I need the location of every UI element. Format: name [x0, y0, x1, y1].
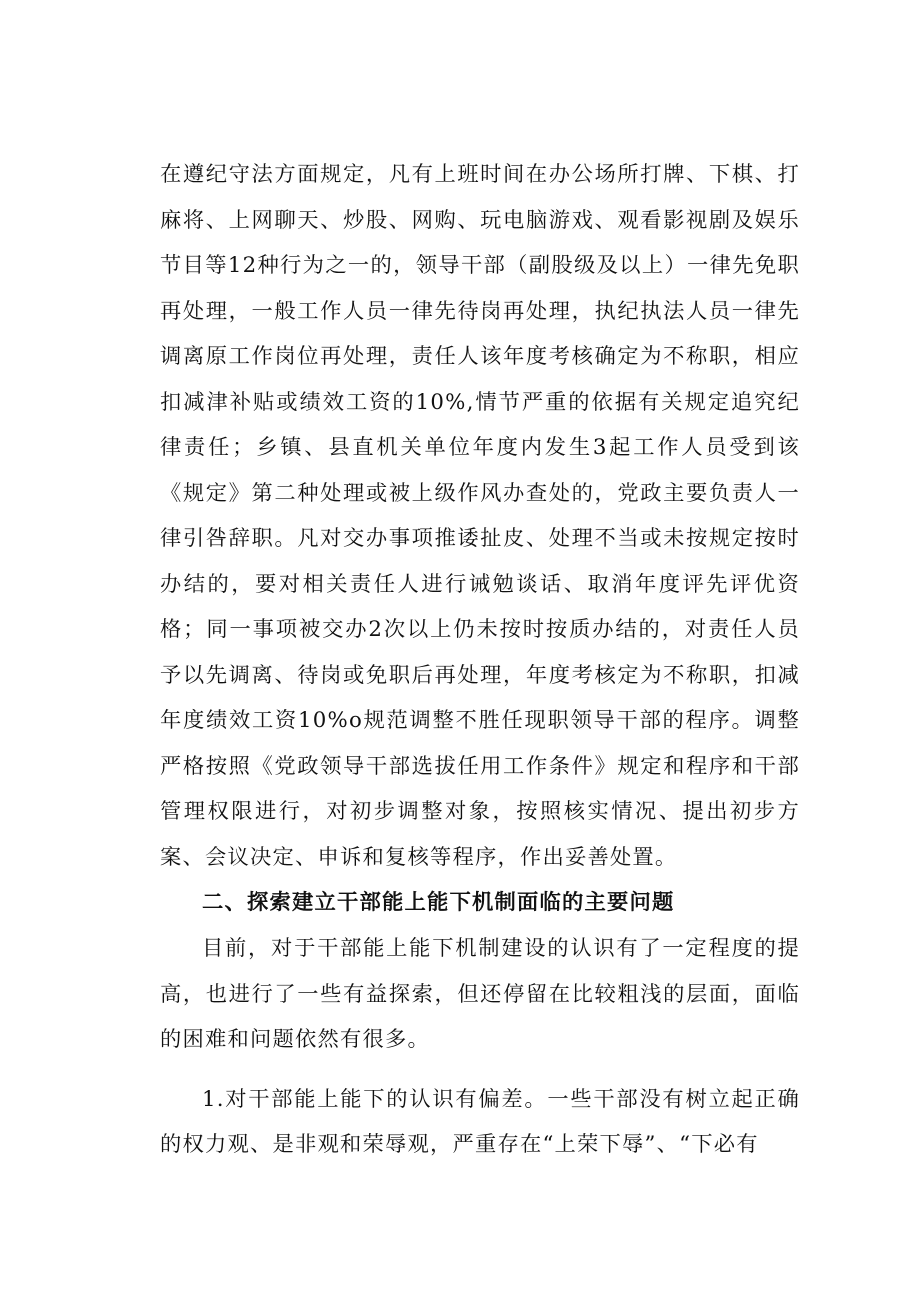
- section-heading: 二、探索建立干部能上能下机制面临的主要问题: [202, 890, 675, 915]
- body-paragraph-point-1: 1.对干部能上能下的认识有偏差。一些干部没有树立起正确的权力观、是非观和荣辱观，严重存在“上荣下辱”、“下必有: [160, 1086, 800, 1157]
- body-paragraph-intro: 目前，对于干部能上能下机制建设的认识有了一定程度的提高，也进行了一些有益探索，但还停留在比较粗浅的层面，面临的困难和问题依然有很多。: [160, 936, 800, 1052]
- body-paragraph-discipline-rules: 在遵纪守法方面规定，凡有上班时间在办公场所打牌、下棋、打麻将、上网聊天、炒股、网购、玩电脑游戏、观看影视剧及娱乐节目等12种行为之一的，领导干部（副股级及以上）一律先免职再处理，一般工作人员一律先待岗再处理，执纪执法人员一律先调离原工作岗位再处理，责任人该年度考核确定为不称职，相应扣减津补贴或绩效工资的10%,情节严重的依据有关规定追究纪律责任；乡镇、县直机关单位年度内发生3起工作人员受到该《规定》第二种处理或被上级作风办查处的，党政主要负责人一律引咎辞职。凡对交办事项推诿扯皮、处理不当或未按规定按时办结的，要对相关责任人进行诫勉谈话、取消年度评先评优资格；同一事项被交办2次以上仍未按时按质办结的，对责任人员予以先调离、待岗或免职后再处理，年度考核定为不称职，扣减年度绩效工资10%o规范调整不胜任现职领导干部的程序。调整严格按照《党政领导干部选拔任用工作条件》规定和程序和干部管理权限进行，对初步调整对象，按照核实情况、提出初步方案、会议决定、申诉和复核等程序，作出妥善处置。: [160, 162, 800, 870]
- paragraph-spacer: [160, 1063, 800, 1077]
- document-body: [160, 152, 800, 1168]
